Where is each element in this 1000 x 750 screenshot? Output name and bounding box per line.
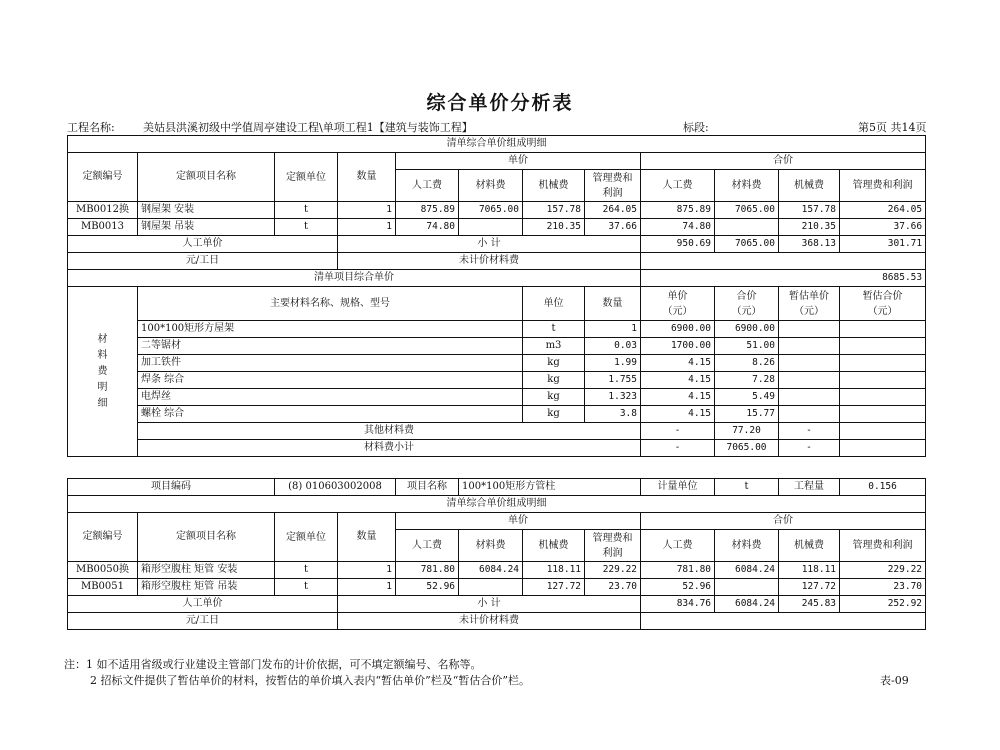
est-price (779, 389, 840, 406)
material-price: 4.15 (641, 389, 715, 406)
col-total-price: 合价 (641, 513, 926, 530)
quota-code: MB0050换 (68, 562, 138, 579)
table-row (68, 219, 926, 236)
form-number: 表-09 (880, 674, 909, 687)
col-total-mgmt: 管理费和利润 (840, 170, 926, 202)
col-quota-code: 定额编号 (68, 513, 138, 562)
col-total-mgmt: 管理费和利润 (840, 530, 926, 562)
material-total: 15.77 (715, 406, 779, 423)
detail-title: 清单综合单价组成明细 (68, 136, 926, 153)
col-quota-name: 定额项目名称 (138, 513, 275, 562)
main-material-header: 主要材料名称、规格、型号 (138, 287, 523, 321)
col-mgmt: 管理费和利润 (585, 170, 641, 202)
material-price: 1700.00 (641, 338, 715, 355)
total-labor: 74.80 (641, 219, 715, 236)
col-total-material: 材料费 (715, 170, 779, 202)
est-price (779, 372, 840, 389)
col-quota-unit: 定额单位 (275, 153, 338, 202)
mgmt-cost: 23.70 (585, 579, 641, 596)
table-row (68, 202, 926, 219)
material-unit: t (523, 321, 585, 338)
total-mgmt: 229.22 (840, 562, 926, 579)
total-machine: 127.72 (779, 579, 840, 596)
yuan-per-day-label: 元/工日 (68, 253, 338, 270)
other-material-price: - (641, 423, 715, 440)
est-price (779, 355, 840, 372)
measure-unit-value: t (715, 479, 779, 496)
subtotal-label: 小 计 (338, 236, 641, 253)
quantity: 1 (338, 202, 396, 219)
material-cost (459, 579, 523, 596)
material-price: 6900.00 (641, 321, 715, 338)
col-labor: 人工费 (396, 170, 459, 202)
list-item (68, 321, 926, 338)
item-name-value: 100*100矩形方管柱 (459, 479, 641, 496)
machine-cost: 210.35 (523, 219, 585, 236)
project-name: 美姑县洪溪初级中学值周亭建设工程\单项工程1【建筑与装饰工程】 (143, 121, 473, 134)
material-detail-label: 材料费明细 (68, 287, 138, 457)
labor-cost: 875.89 (396, 202, 459, 219)
material-subtotal-price: - (641, 440, 715, 457)
mgmt-cost: 229.22 (585, 562, 641, 579)
material-name: 二等锯材 (138, 338, 523, 355)
material-total: 6900.00 (715, 321, 779, 338)
est-price-header: 暂估单价（元） (779, 287, 840, 321)
subtotal-label: 小 计 (338, 596, 641, 613)
total-labor: 52.96 (641, 579, 715, 596)
col-machine: 机械费 (523, 170, 585, 202)
other-material-est-price: - (779, 423, 840, 440)
col-total-price: 合价 (641, 153, 926, 170)
quota-code: MB0013 (68, 219, 138, 236)
item-unit-price-label: 清单项目综合单价 (68, 270, 641, 287)
list-item (68, 372, 926, 389)
est-total (840, 406, 926, 423)
material-unit: kg (523, 389, 585, 406)
material-name: 加工铁件 (138, 355, 523, 372)
material-cost: 6084.24 (459, 562, 523, 579)
total-machine: 118.11 (779, 562, 840, 579)
material-price: 4.15 (641, 355, 715, 372)
subtotal-material: 6084.24 (715, 596, 779, 613)
material-cost (459, 219, 523, 236)
labor-cost: 74.80 (396, 219, 459, 236)
material-subtotal-est-total (840, 440, 926, 457)
labor-unit-price-label: 人工单价 (68, 596, 338, 613)
col-quota-name: 定额项目名称 (138, 153, 275, 202)
page-title: 综合单价分析表 (426, 92, 574, 114)
total-material: 6084.24 (715, 562, 779, 579)
material-name: 焊条 综合 (138, 372, 523, 389)
col-quota-code: 定额编号 (68, 153, 138, 202)
material-qty: 1 (585, 321, 641, 338)
col-total-machine: 机械费 (779, 170, 840, 202)
est-total (840, 372, 926, 389)
subtotal-machine: 245.83 (779, 596, 840, 613)
list-item (68, 389, 926, 406)
item-unit-price-value: 8685.53 (641, 270, 926, 287)
material-total: 7.28 (715, 372, 779, 389)
total-mgmt: 264.05 (840, 202, 926, 219)
material-price: 4.15 (641, 406, 715, 423)
col-total-labor: 人工费 (641, 170, 715, 202)
total-mgmt: 37.66 (840, 219, 926, 236)
quota-name: 钢屋架 吊装 (138, 219, 275, 236)
subtotal-mgmt: 301.71 (840, 236, 926, 253)
col-quantity: 数量 (338, 513, 396, 562)
unpriced-material-value (641, 253, 926, 270)
other-material-total: 77.20 (715, 423, 779, 440)
quota-unit: t (275, 219, 338, 236)
total-labor: 781.80 (641, 562, 715, 579)
project-label: 工程名称: (67, 121, 115, 134)
total-material: 7065.00 (715, 202, 779, 219)
unpriced-material-label: 未计价材料费 (338, 253, 641, 270)
material-qty: 3.8 (585, 406, 641, 423)
col-material: 材料费 (459, 530, 523, 562)
material-total: 8.26 (715, 355, 779, 372)
work-qty-value: 0.156 (840, 479, 926, 496)
col-unit-price: 单价 (396, 513, 641, 530)
list-item (68, 338, 926, 355)
col-total-machine: 机械费 (779, 530, 840, 562)
unpriced-material-value (641, 613, 926, 630)
machine-cost: 157.78 (523, 202, 585, 219)
work-qty-label: 工程量 (779, 479, 840, 496)
quantity: 1 (338, 219, 396, 236)
note-line-2: 2 招标文件提供了暂估单价的材料，按暂估的单价填入表内“暂估单价”栏及“暂估合价”栏。 (90, 674, 530, 687)
section-label: 标段: (683, 121, 709, 134)
est-total (840, 321, 926, 338)
other-material-est-total (840, 423, 926, 440)
list-item (68, 406, 926, 423)
material-qty: 1.323 (585, 389, 641, 406)
material-subtotal-total: 7065.00 (715, 440, 779, 457)
table-row (68, 579, 926, 596)
total-machine: 210.35 (779, 219, 840, 236)
est-total (840, 355, 926, 372)
total-machine: 157.78 (779, 202, 840, 219)
subtotal-machine: 368.13 (779, 236, 840, 253)
measure-unit-label: 计量单位 (641, 479, 715, 496)
list-item (68, 355, 926, 372)
detail-title: 清单综合单价组成明细 (68, 496, 926, 513)
labor-unit-price-label: 人工单价 (68, 236, 338, 253)
unpriced-material-label: 未计价材料费 (338, 613, 641, 630)
col-total-labor: 人工费 (641, 530, 715, 562)
material-total: 51.00 (715, 338, 779, 355)
material-price: 4.15 (641, 372, 715, 389)
material-qty: 1.755 (585, 372, 641, 389)
total-labor: 875.89 (641, 202, 715, 219)
item-code-label: 项目编码 (68, 479, 275, 496)
quota-name: 箱形空腹柱 矩管 安装 (138, 562, 275, 579)
total-material (715, 579, 779, 596)
quota-name: 钢屋架 安装 (138, 202, 275, 219)
est-price (779, 406, 840, 423)
material-name: 螺栓 综合 (138, 406, 523, 423)
est-price (779, 321, 840, 338)
material-qty: 1.99 (585, 355, 641, 372)
material-unit: kg (523, 355, 585, 372)
subtotal-material: 7065.00 (715, 236, 779, 253)
total-material (715, 219, 779, 236)
subtotal-mgmt: 252.92 (840, 596, 926, 613)
page-info: 第5页 共14页 (858, 121, 927, 134)
material-qty: 0.03 (585, 338, 641, 355)
col-quantity: 数量 (338, 153, 396, 202)
material-qty-header: 数量 (585, 287, 641, 321)
labor-cost: 52.96 (396, 579, 459, 596)
material-unit: kg (523, 406, 585, 423)
est-total (840, 389, 926, 406)
subtotal-labor: 834.76 (641, 596, 715, 613)
est-price (779, 338, 840, 355)
quantity: 1 (338, 562, 396, 579)
material-subtotal-est-price: - (779, 440, 840, 457)
item-name-label: 项目名称 (396, 479, 459, 496)
col-material: 材料费 (459, 170, 523, 202)
machine-cost: 118.11 (523, 562, 585, 579)
quota-name: 箱形空腹柱 矩管 吊装 (138, 579, 275, 596)
total-mgmt: 23.70 (840, 579, 926, 596)
material-price-header: 单价（元） (641, 287, 715, 321)
material-total: 5.49 (715, 389, 779, 406)
col-quota-unit: 定额单位 (275, 513, 338, 562)
material-unit: kg (523, 372, 585, 389)
quota-code: MB0051 (68, 579, 138, 596)
item-code-value: (8) 010603002008 (275, 479, 396, 496)
est-total (840, 338, 926, 355)
material-total-header: 合价（元） (715, 287, 779, 321)
note-line-1: 注：1 如不适用省级或行业建设主管部门发布的计价依据，可不填定额编号、名称等。 (64, 658, 482, 671)
col-mgmt: 管理费和利润 (585, 530, 641, 562)
machine-cost: 127.72 (523, 579, 585, 596)
material-cost: 7065.00 (459, 202, 523, 219)
unit-price-analysis-table-2 (67, 478, 926, 630)
quota-unit: t (275, 562, 338, 579)
col-machine: 机械费 (523, 530, 585, 562)
quota-unit: t (275, 202, 338, 219)
col-labor: 人工费 (396, 530, 459, 562)
material-subtotal-label: 材料费小计 (138, 440, 641, 457)
mgmt-cost: 37.66 (585, 219, 641, 236)
material-unit-header: 单位 (523, 287, 585, 321)
material-unit: m3 (523, 338, 585, 355)
table-row (68, 562, 926, 579)
col-total-material: 材料费 (715, 530, 779, 562)
quantity: 1 (338, 579, 396, 596)
est-total-header: 暂估合价（元） (840, 287, 926, 321)
mgmt-cost: 264.05 (585, 202, 641, 219)
material-name: 电焊丝 (138, 389, 523, 406)
subtotal-labor: 950.69 (641, 236, 715, 253)
col-unit-price: 单价 (396, 153, 641, 170)
labor-cost: 781.80 (396, 562, 459, 579)
quota-unit: t (275, 579, 338, 596)
yuan-per-day-label: 元/工日 (68, 613, 338, 630)
material-name: 100*100矩形方屋架 (138, 321, 523, 338)
unit-price-analysis-table-1 (67, 135, 926, 457)
other-material-label: 其他材料费 (138, 423, 641, 440)
quota-code: MB0012换 (68, 202, 138, 219)
